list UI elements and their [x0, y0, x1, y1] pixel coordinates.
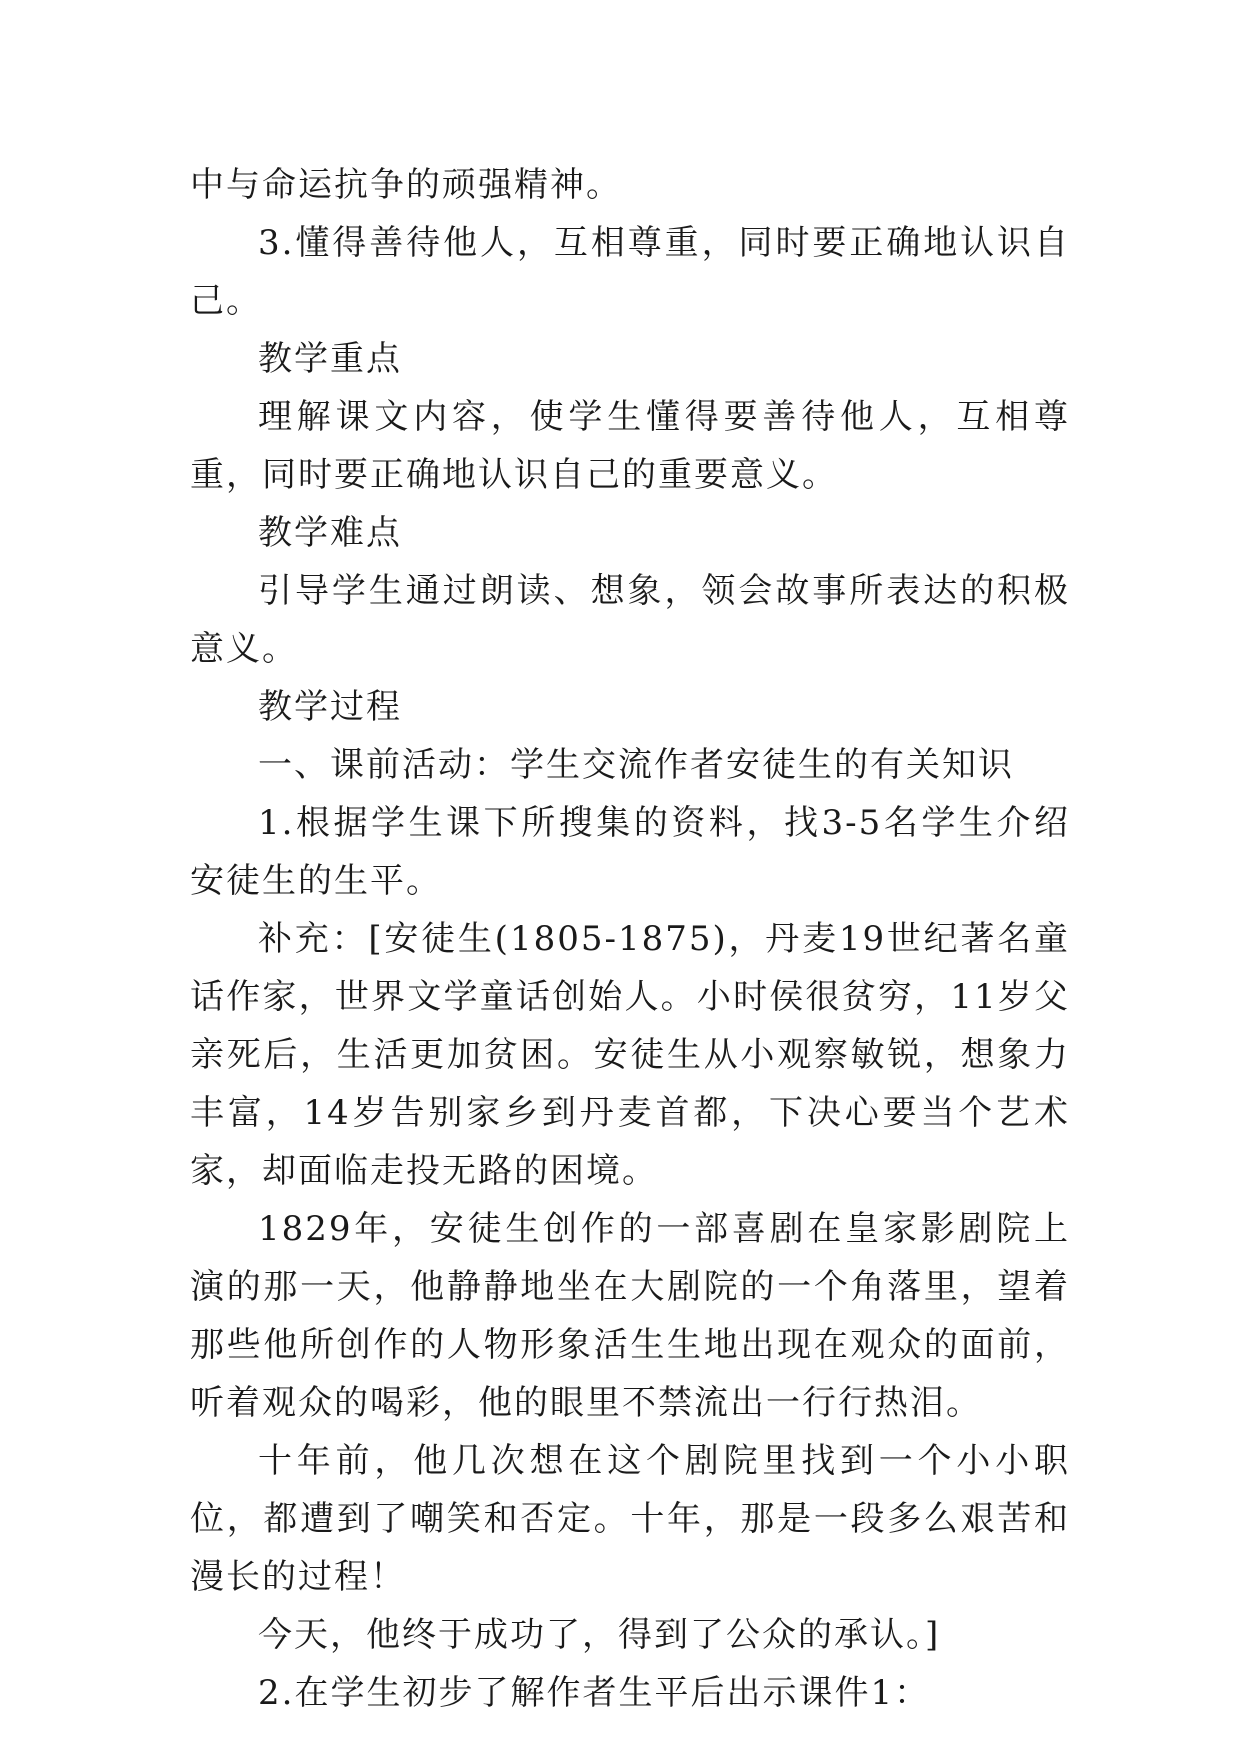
paragraph-today: 今天，他终于成功了，得到了公众的承认。]	[258, 1615, 941, 1655]
paragraph-step-2: 2.在学生初步了解作者生平后出示课件1：	[258, 1673, 931, 1713]
heading-teaching-process: 教学过程	[258, 687, 402, 727]
paragraph-1829: 1829年，安徒生创作的一部喜剧在皇家影剧院上演的那一天，他静静地坐在大剧院的一个角落里，望着那些他所创作的人物形象活生生地出现在观众的面前，听着观众的喝彩，他的眼里不禁流出一行行热泪。	[190, 1209, 1070, 1423]
paragraph-teaching-focus: 理解课文内容，使学生懂得要善待他人，互相尊重，同时要正确地认识自己的重要意义。	[190, 397, 1070, 495]
paragraph-ten-years-ago: 十年前，他几次想在这个剧院里找到一个小小职位，都遭到了嘲笑和否定。十年，那是一段多么艰苦和漫长的过程！	[190, 1441, 1070, 1597]
heading-teaching-focus: 教学重点	[258, 339, 402, 379]
paragraph-step-1: 1.根据学生课下所搜集的资料，找3-5名学生介绍安徒生的生平。	[190, 803, 1070, 901]
document-body	[190, 156, 1070, 1722]
heading-teaching-difficulty: 教学难点	[258, 513, 402, 553]
heading-pre-class-activity: 一、课前活动：学生交流作者安徒生的有关知识	[258, 745, 1014, 785]
paragraph-teaching-difficulty: 引导学生通过朗读、想象，领会故事所表达的积极意义。	[190, 571, 1070, 669]
paragraph-continuation: 中与命运抗争的顽强精神。	[190, 165, 622, 205]
paragraph-supplement: 补充：[安徒生(1805-1875)，丹麦19世纪著名童话作家，世界文学童话创始人。小时侯很贫穷，11岁父亲死后，生活更加贫困。安徒生从小观察敏锐，想象力丰富，14岁告别家乡到丹麦首都，下决心要当个艺术家，却面临走投无路的困境。	[190, 919, 1070, 1191]
paragraph-objective-3: 3.懂得善待他人，互相尊重，同时要正确地认识自己。	[190, 223, 1070, 321]
